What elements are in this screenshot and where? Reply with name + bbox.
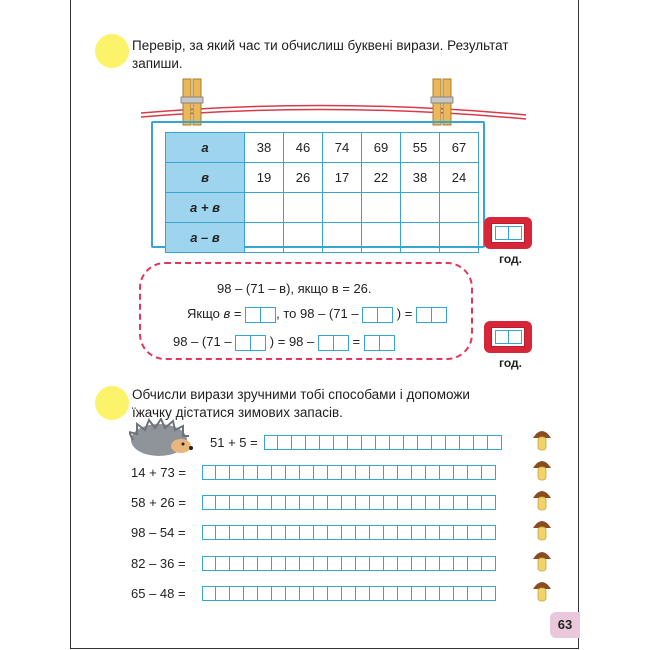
answer-cell[interactable] [468, 556, 482, 571]
answer-cell[interactable] [216, 495, 230, 510]
answer-cell[interactable] [258, 586, 272, 601]
answer-cell[interactable] [454, 465, 468, 480]
answer-cell[interactable] [482, 495, 496, 510]
table-frame [151, 121, 485, 248]
answer-cell[interactable] [362, 435, 376, 450]
mushroom-icon [532, 426, 552, 452]
table-cell: 24 [440, 163, 479, 193]
task-marker-sun [95, 386, 129, 420]
table-row-a [166, 133, 479, 163]
clothespin-right-icon [431, 79, 453, 125]
answer-cell[interactable] [370, 495, 384, 510]
answer-cell[interactable] [286, 556, 300, 571]
answer-cell[interactable] [314, 495, 328, 510]
table-cell: 19 [245, 163, 284, 193]
answer-cell[interactable] [216, 586, 230, 601]
answer-cell[interactable] [202, 525, 216, 540]
timer-tv-icon [484, 217, 532, 249]
page-number: 63 [550, 612, 580, 638]
answer-cell[interactable] [468, 525, 482, 540]
answer-cell[interactable] [202, 465, 216, 480]
table-row-diff [166, 223, 479, 253]
timer-unit-label: год. [499, 356, 522, 370]
row-label-v: в [166, 163, 245, 193]
task2-line2: Якщо в = , то 98 – (71 – ) = [187, 306, 447, 323]
answer-cell[interactable] [454, 495, 468, 510]
answer-cell[interactable] [342, 525, 356, 540]
answer-cell[interactable] [426, 586, 440, 601]
answer-cell[interactable] [230, 495, 244, 510]
answer-cell[interactable] [342, 586, 356, 601]
answer-cell[interactable] [244, 556, 258, 571]
answer-cell[interactable] [362, 193, 401, 223]
answer-cell[interactable] [426, 556, 440, 571]
task3-instruction-line1: Обчисли вирази зручними тобі способами і допоможи [132, 387, 470, 402]
answer-cell[interactable] [258, 465, 272, 480]
answer-cell[interactable] [216, 525, 230, 540]
task3-instruction-line2: їжачку дістатися зимових запасів. [132, 405, 343, 420]
answer-cell[interactable] [454, 556, 468, 571]
clothespin-left-icon [181, 79, 203, 125]
expression-1: 14 + 73 = [131, 465, 186, 480]
task2-line3: 98 – (71 – ) = 98 – = [173, 334, 395, 351]
answer-cell[interactable] [426, 465, 440, 480]
answer-cell[interactable] [230, 586, 244, 601]
table-cell: 74 [323, 133, 362, 163]
answer-cell[interactable] [328, 465, 342, 480]
task-marker-sun [95, 34, 129, 68]
table-cell: 26 [284, 163, 323, 193]
answer-cell[interactable] [272, 465, 286, 480]
answer-box[interactable] [416, 307, 432, 323]
table-cell: 38 [245, 133, 284, 163]
answer-cell[interactable] [412, 586, 426, 601]
answer-cell[interactable] [384, 525, 398, 540]
answer-cell[interactable] [306, 435, 320, 450]
answer-cell[interactable] [370, 525, 384, 540]
row-label-a: а [166, 133, 245, 163]
answer-cell[interactable] [440, 556, 454, 571]
table-cell: 38 [401, 163, 440, 193]
answer-strip[interactable] [202, 586, 496, 601]
answer-cell[interactable] [384, 495, 398, 510]
mushroom-icon [532, 547, 552, 573]
expression-0: 51 + 5 = [210, 435, 258, 450]
task3-instruction [132, 386, 552, 422]
answer-cell[interactable] [356, 586, 370, 601]
answer-cell[interactable] [245, 223, 284, 253]
answer-box[interactable] [318, 335, 334, 351]
answer-cell[interactable] [300, 556, 314, 571]
answer-cell[interactable] [230, 556, 244, 571]
timer-answer-box[interactable] [491, 223, 525, 243]
expression-4: 82 – 36 = [131, 556, 186, 571]
answer-cell[interactable] [468, 495, 482, 510]
timer-unit-label: год. [499, 252, 522, 266]
answer-strip[interactable] [202, 525, 496, 540]
answer-cell[interactable] [404, 435, 418, 450]
answer-cell[interactable] [482, 556, 496, 571]
answer-box[interactable] [364, 335, 380, 351]
answer-cell[interactable] [446, 435, 460, 450]
expression-2: 58 + 26 = [131, 495, 186, 510]
answer-cell[interactable] [258, 556, 272, 571]
mushroom-icon [532, 486, 552, 512]
table-row-sum [166, 193, 479, 223]
answer-cell[interactable] [384, 586, 398, 601]
answer-cell[interactable] [390, 435, 404, 450]
answer-cell[interactable] [314, 556, 328, 571]
answer-cell[interactable] [272, 525, 286, 540]
table-cell: 17 [323, 163, 362, 193]
answer-cell[interactable] [454, 586, 468, 601]
answer-cell[interactable] [440, 586, 454, 601]
answer-cell[interactable] [376, 435, 390, 450]
expression-3: 98 – 54 = [131, 525, 186, 540]
answer-cell[interactable] [460, 435, 474, 450]
table-cell: 46 [284, 133, 323, 163]
answer-cell[interactable] [202, 556, 216, 571]
answer-cell[interactable] [370, 556, 384, 571]
answer-cell[interactable] [300, 495, 314, 510]
answer-cell[interactable] [370, 465, 384, 480]
answer-cell[interactable] [482, 525, 496, 540]
answer-cell[interactable] [426, 525, 440, 540]
table-cell: 55 [401, 133, 440, 163]
answer-strip[interactable] [202, 465, 496, 480]
answer-cell[interactable] [468, 465, 482, 480]
answer-cell[interactable] [286, 586, 300, 601]
answer-cell[interactable] [468, 586, 482, 601]
answer-cell[interactable] [440, 495, 454, 510]
task1-instruction-line1: Перевір, за який час ти обчислиш буквені вирази. Результат [132, 38, 509, 53]
workbook-page [70, 0, 579, 649]
answer-cell[interactable] [300, 586, 314, 601]
mushroom-icon [532, 516, 552, 542]
answer-cell[interactable] [230, 465, 244, 480]
answer-strip[interactable] [202, 556, 496, 571]
answer-cell[interactable] [314, 465, 328, 480]
answer-cell[interactable] [432, 435, 446, 450]
answer-cell[interactable] [398, 556, 412, 571]
answer-cell[interactable] [334, 435, 348, 450]
table-cell: 22 [362, 163, 401, 193]
row-label-sum: а + в [166, 193, 245, 223]
task1-instruction-line2: запиши. [132, 56, 183, 71]
answer-cell[interactable] [328, 556, 342, 571]
answer-cell[interactable] [440, 525, 454, 540]
table-cell: 67 [440, 133, 479, 163]
answer-cell[interactable] [323, 193, 362, 223]
answer-cell[interactable] [300, 525, 314, 540]
answer-cell[interactable] [258, 495, 272, 510]
answer-cell[interactable] [244, 525, 258, 540]
answer-cell[interactable] [401, 193, 440, 223]
task1-instruction [132, 37, 572, 73]
answer-cell[interactable] [426, 495, 440, 510]
expression-5: 65 – 48 = [131, 586, 186, 601]
answer-strip[interactable] [202, 495, 496, 510]
answer-cell[interactable] [348, 435, 362, 450]
answer-cell[interactable] [320, 435, 334, 450]
answer-cell[interactable] [328, 525, 342, 540]
answer-cell[interactable] [286, 495, 300, 510]
answer-cell[interactable] [314, 586, 328, 601]
answer-cell[interactable] [384, 556, 398, 571]
answer-cell[interactable] [245, 193, 284, 223]
answer-box[interactable] [235, 335, 251, 351]
answer-cell[interactable] [440, 223, 479, 253]
expressions-table [165, 132, 479, 253]
answer-cell[interactable] [474, 435, 488, 450]
answer-cell[interactable] [272, 586, 286, 601]
answer-cell[interactable] [356, 556, 370, 571]
answer-cell[interactable] [278, 435, 292, 450]
answer-cell[interactable] [356, 465, 370, 480]
answer-cell[interactable] [286, 525, 300, 540]
answer-box[interactable] [362, 307, 378, 323]
answer-strip[interactable] [264, 435, 502, 450]
answer-cell[interactable] [323, 223, 362, 253]
answer-cell[interactable] [328, 586, 342, 601]
answer-cell[interactable] [284, 193, 323, 223]
answer-cell[interactable] [412, 465, 426, 480]
answer-cell[interactable] [440, 465, 454, 480]
mushroom-icon [532, 577, 552, 603]
answer-cell[interactable] [398, 586, 412, 601]
table-cell: 69 [362, 133, 401, 163]
mushroom-icon [532, 456, 552, 482]
answer-cell[interactable] [272, 556, 286, 571]
answer-cell[interactable] [370, 586, 384, 601]
answer-cell[interactable] [362, 223, 401, 253]
answer-cell[interactable] [454, 525, 468, 540]
answer-cell[interactable] [356, 495, 370, 510]
answer-cell[interactable] [286, 465, 300, 480]
table-row-v [166, 163, 479, 193]
answer-cell[interactable] [418, 435, 432, 450]
answer-cell[interactable] [258, 525, 272, 540]
answer-cell[interactable] [244, 465, 258, 480]
answer-cell[interactable] [482, 586, 496, 601]
answer-cell[interactable] [244, 495, 258, 510]
answer-cell[interactable] [401, 223, 440, 253]
timer-tv-icon [484, 321, 532, 353]
answer-cell[interactable] [412, 556, 426, 571]
hedgehog-icon [129, 418, 199, 458]
answer-cell[interactable] [398, 525, 412, 540]
answer-cell[interactable] [202, 586, 216, 601]
answer-cell[interactable] [244, 586, 258, 601]
answer-cell[interactable] [230, 525, 244, 540]
answer-cell[interactable] [384, 465, 398, 480]
answer-cell[interactable] [272, 495, 286, 510]
answer-cell[interactable] [292, 435, 306, 450]
answer-cell[interactable] [398, 465, 412, 480]
answer-cell[interactable] [356, 525, 370, 540]
task2-line1: 98 – (71 – в), якщо в = 26. [217, 281, 372, 296]
answer-cell[interactable] [342, 465, 356, 480]
answer-cell[interactable] [342, 556, 356, 571]
answer-cell[interactable] [202, 495, 216, 510]
answer-cell[interactable] [264, 435, 278, 450]
answer-cell[interactable] [482, 465, 496, 480]
row-label-diff: а – в [166, 223, 245, 253]
answer-cell[interactable] [342, 495, 356, 510]
answer-box[interactable] [245, 307, 261, 323]
answer-cell[interactable] [216, 556, 230, 571]
answer-cell[interactable] [300, 465, 314, 480]
answer-cell[interactable] [398, 495, 412, 510]
timer-answer-box[interactable] [491, 327, 525, 347]
answer-cell[interactable] [314, 525, 328, 540]
answer-cell[interactable] [328, 495, 342, 510]
answer-cell[interactable] [412, 525, 426, 540]
answer-cell[interactable] [284, 223, 323, 253]
answer-cell[interactable] [216, 465, 230, 480]
answer-cell[interactable] [412, 495, 426, 510]
answer-cell[interactable] [440, 193, 479, 223]
answer-cell[interactable] [488, 435, 502, 450]
